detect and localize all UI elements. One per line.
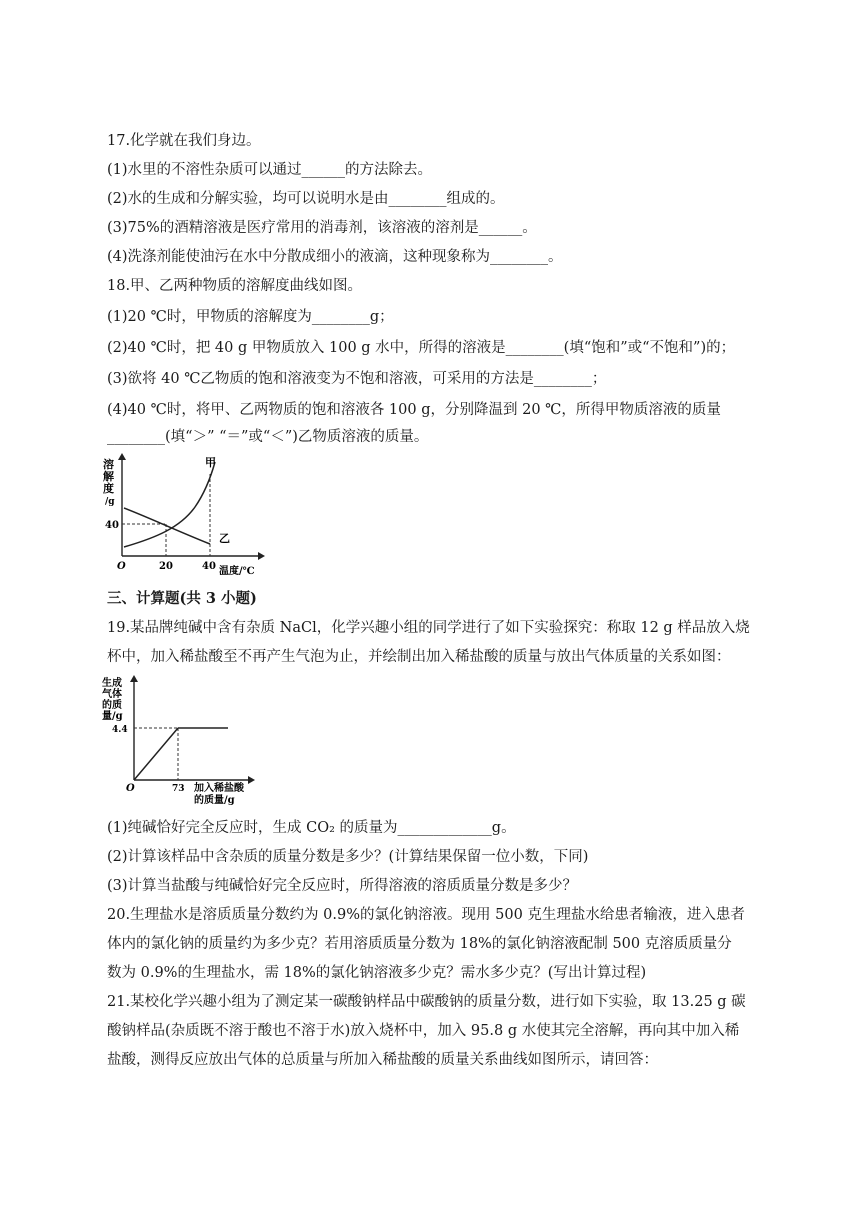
- x-label-1: 加入稀盐酸: [194, 783, 244, 794]
- q19-line-1: 19.某品牌纯碱中含有杂质 NaCl，化学兴趣小组的同学进行了如下实验探究：称取 12 g 样品放入烧: [107, 620, 750, 636]
- section-heading-calc: 三、计算题(共 3 小题): [107, 590, 257, 607]
- origin-label: O: [126, 783, 135, 794]
- y-label-3: 的质: [102, 700, 122, 711]
- y-axis-arrow: [130, 675, 138, 682]
- y-label-3: 度: [103, 482, 114, 495]
- curve-label-yi: 乙: [219, 532, 230, 545]
- y-tick-40: 40: [105, 520, 119, 531]
- q18-item-4b: ________(填“＞” “＝”或“＜”)乙物质溶液的质量。: [107, 429, 429, 445]
- gas-mass-figure: [100, 672, 260, 810]
- y-axis-arrow: [118, 453, 126, 460]
- x-axis-label: 温度/℃: [219, 566, 255, 577]
- curve-label-jia: 甲: [205, 456, 216, 469]
- q20-line-1: 20.生理盐水是溶质质量分数约为 0.9%的氯化钠溶液。现用 500 克生理盐水给患者输液，进入患者: [107, 907, 745, 923]
- q17-title: 17.化学就在我们身边。: [107, 133, 261, 149]
- y-label-4: 量/g: [102, 711, 123, 722]
- q18-title: 18.甲、乙两种物质的溶解度曲线如图。: [107, 278, 363, 294]
- q19-line-2: 杯中，加入稀盐酸至不再产生气泡为止，并绘制出加入稀盐酸的质量与放出气体质量的关系如图：: [107, 649, 731, 665]
- q17-item-2: (2)水的生成和分解实验，均可以说明水是由________组成的。: [107, 191, 505, 207]
- origin-label: O: [117, 561, 126, 572]
- q18-item-2: (2)40 ℃时，把 40 g 甲物质放入 100 g 水中，所得的溶液是________(填“饱和”或“不饱和”)的；: [107, 340, 736, 356]
- curve-jia: [124, 462, 215, 547]
- q17-item-3: (3)75%的酒精溶液是医疗常用的消毒剂，该溶液的溶剂是______。: [107, 220, 537, 236]
- q21-line-2: 酸钠样品(杂质既不溶于酸也不溶于水)放入烧杯中，加入 95.8 g 水使其完全溶解，再向其中加入稀: [107, 1023, 740, 1039]
- x-axis-arrow: [258, 552, 265, 560]
- y-tick-4-4: 4.4: [112, 725, 128, 735]
- q17-item-4: (4)洗涤剂能使油污在水中分散成细小的液滴，这种现象称为________。: [107, 249, 563, 265]
- x-label-2: 的质量/g: [194, 795, 235, 806]
- y-label-1: 溶: [103, 458, 114, 471]
- x-axis-arrow: [248, 776, 255, 784]
- q21-line-3: 盐酸，测得反应放出气体的总质量与所加入稀盐酸的质量关系曲线如图所示，请回答：: [107, 1052, 658, 1068]
- y-label-1: 生成: [102, 678, 122, 689]
- x-tick-40: 40: [202, 561, 216, 572]
- q20-line-3: 数为 0.9%的生理盐水，需 18%的氯化钠溶液多少克？需水多少克？(写出计算过程): [107, 965, 647, 981]
- q17-item-1: (1)水里的不溶性杂质可以通过______的方法除去。: [107, 162, 433, 178]
- q20-line-2: 体内的氯化钠的质量约为多少克？若用溶质质量分数为 18%的氯化钠溶液配制 500 克溶质质量分: [107, 936, 732, 952]
- x-tick-20: 20: [159, 561, 173, 572]
- q18-item-4a: (4)40 ℃时，将甲、乙两物质的饱和溶液各 100 g，分别降温到 20 ℃，所得甲物质溶液的质量: [107, 402, 721, 418]
- y-label-2: 气体: [102, 689, 122, 700]
- q19-item-3: (3)计算当盐酸与纯碱恰好完全反应时，所得溶液的溶质质量分数是多少？: [107, 878, 578, 894]
- x-tick-73: 73: [172, 784, 185, 794]
- curve-yi: [124, 508, 210, 544]
- q19-item-2: (2)计算该样品中含杂质的质量分数是多少？(计算结果保留一位小数，下同): [107, 849, 589, 865]
- y-label-2: 解: [103, 470, 114, 483]
- solubility-curve-figure: [100, 452, 270, 578]
- q19-item-1: (1)纯碱恰好完全反应时，生成 CO₂ 的质量为_____________g。: [107, 820, 516, 836]
- rising-line: [134, 728, 178, 780]
- q18-item-3: (3)欲将 40 ℃乙物质的饱和溶液变为不饱和溶液，可采用的方法是________；: [107, 371, 607, 387]
- y-label-4: /g: [105, 497, 115, 507]
- q18-item-1: (1)20 ℃时，甲物质的溶解度为________g；: [107, 309, 394, 325]
- q21-line-1: 21.某校化学兴趣小组为了测定某一碳酸钠样品中碳酸钠的质量分数，进行如下实验，取 13.25 g 碳: [107, 994, 746, 1010]
